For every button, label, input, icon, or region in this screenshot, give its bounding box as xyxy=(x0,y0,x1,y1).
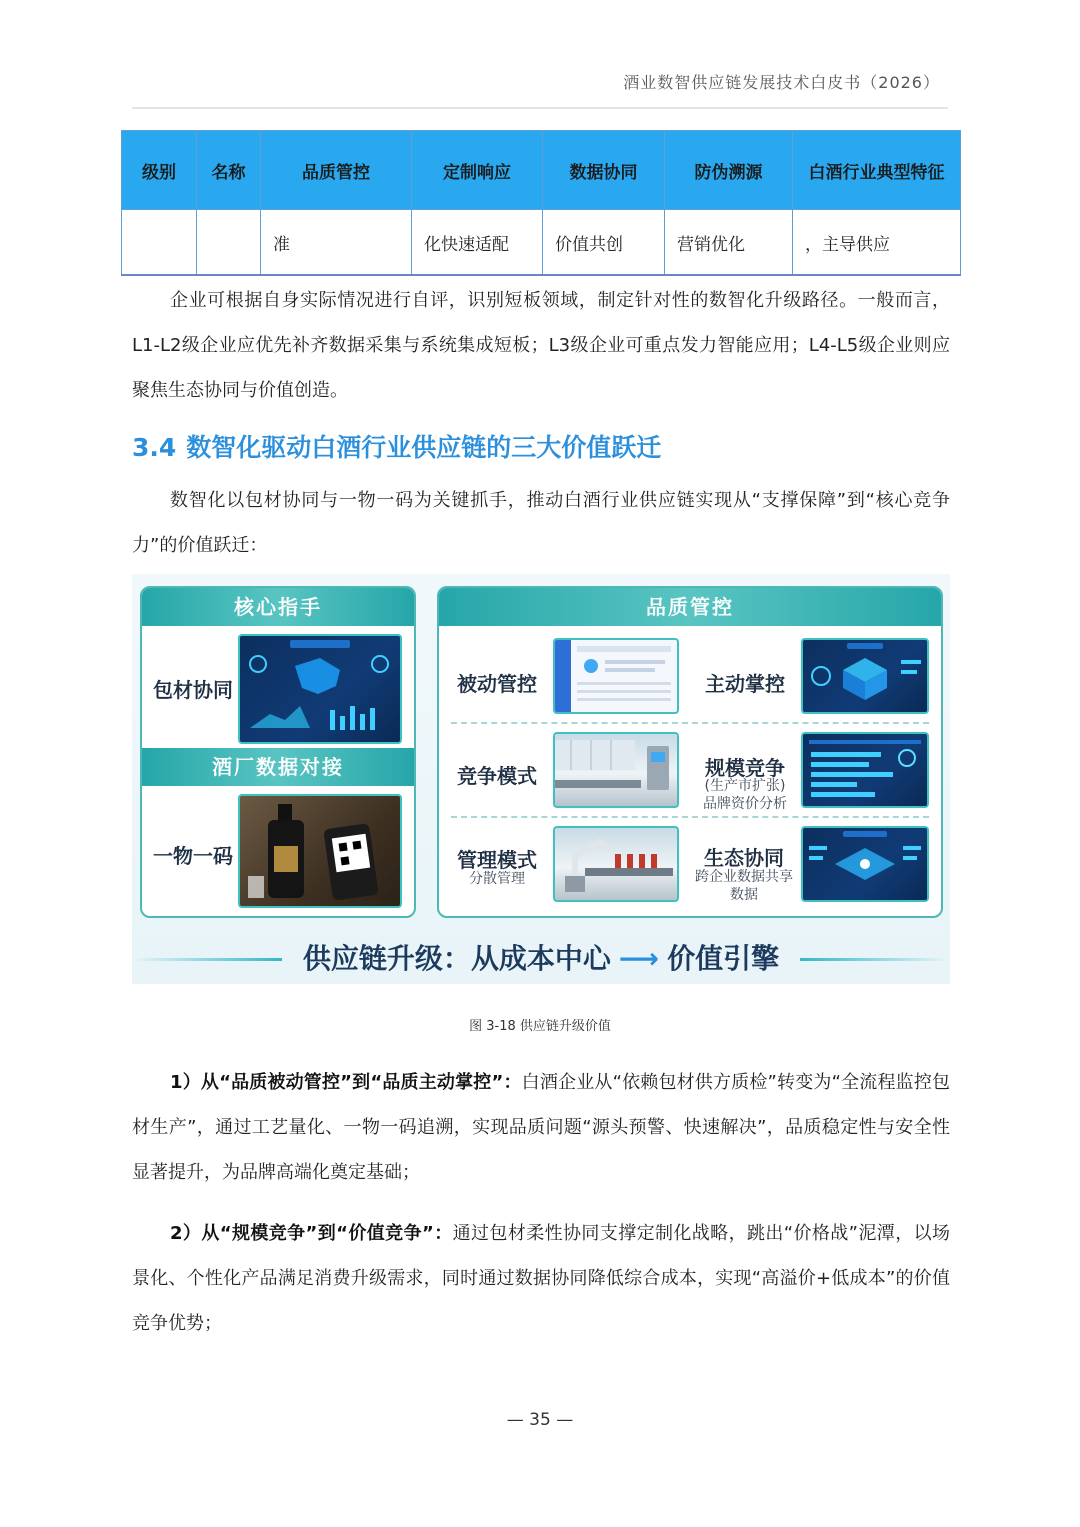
body-paragraph: 数智化以包材协同与一物一码为关键抓手，推动白酒行业供应链实现从“支撑保障”到“核心竞争力”的价值跃迁： xyxy=(132,490,950,556)
header-divider xyxy=(132,107,948,109)
banner-left-text: 供应链升级：从成本中心 xyxy=(302,942,611,975)
list-item-lead: 1）从“品质被动管控”到“品质主动掌控”： xyxy=(170,1072,522,1093)
management-mode-sub: 分散管理 xyxy=(469,871,525,887)
one-item-one-code-label: 一物一码 xyxy=(153,844,233,868)
scale-competition-label: 规模竞争 xyxy=(705,756,785,780)
section-number: 3.4 xyxy=(132,433,177,462)
row-divider xyxy=(451,816,929,818)
management-mode-label: 管理模式 xyxy=(457,848,537,872)
arrow-right-icon: ⟶ xyxy=(618,942,660,975)
banner-right-text: 价值引擎 xyxy=(667,942,780,975)
table-cell: 价值共创 xyxy=(543,210,665,276)
table-header-cell: 定制响应 xyxy=(412,131,543,210)
dashboard-map-image xyxy=(238,634,402,744)
row-divider xyxy=(451,722,929,724)
qc-software-image xyxy=(553,638,679,714)
right-panel xyxy=(437,586,943,918)
left-panel xyxy=(140,586,416,918)
figure-caption: 图 3-18 供应链升级价值 xyxy=(469,1019,611,1034)
data-sharing-image xyxy=(801,826,929,902)
upgrade-banner xyxy=(132,934,950,984)
section-title: 数智化驱动白酒行业供应链的三大价值跃迁 xyxy=(186,433,662,462)
brand-analysis-image xyxy=(801,732,929,808)
table-header-cell: 级别 xyxy=(122,131,197,210)
packaging-collab-label: 包材协同 xyxy=(153,678,233,702)
page-number: — 35 — xyxy=(506,1410,574,1430)
ecosystem-collab-sub2: 数据 xyxy=(730,887,758,903)
supply-chain-upgrade-figure xyxy=(132,574,950,984)
right-panel-title: 品质管控 xyxy=(439,588,941,626)
list-item-lead: 2）从“规模竞争”到“价值竞争”： xyxy=(170,1223,453,1244)
liquor-bottle-qr-image xyxy=(238,794,402,908)
table-header-cell: 白酒行业典型特征 xyxy=(793,131,961,210)
control-center-image xyxy=(801,638,929,714)
table-cell: 化快速适配 xyxy=(412,210,543,276)
table-header-cell: 名称 xyxy=(197,131,261,210)
list-item-text: 白酒企业从“依赖包材供方质检”转变为“全流程监控包材生产”，通过工艺量化、一物一码追溯，实现品质问题“源头预警、快速解决”，品质稳定性与安全性显著提升，为品牌高端化奠定基础； xyxy=(132,1072,951,1183)
table-row xyxy=(122,210,961,276)
competition-mode-label: 竞争模式 xyxy=(457,764,537,788)
passive-control-label: 被动管控 xyxy=(457,672,537,696)
table-cell: ，主导供应 xyxy=(793,210,961,276)
table-header-cell: 品质管控 xyxy=(261,131,412,210)
active-control-label: 主动掌控 xyxy=(705,672,785,696)
section-heading xyxy=(132,428,661,464)
list-item-text: 通过包材柔性协同支撑定制化战略，跳出“价格战”泥潭，以场景化、个性化产品满足消费升级需求，同时通过数据协同降低综合成本，实现“高溢价+低成本”的价值竞争优势； xyxy=(132,1223,950,1334)
ecosystem-collab-label: 生态协同 xyxy=(704,846,784,870)
factory-data-title: 酒厂数据对接 xyxy=(142,748,414,786)
maturity-level-table xyxy=(121,130,961,276)
robot-arm-line-image xyxy=(553,826,679,902)
list-item xyxy=(132,1211,950,1346)
table-header-cell: 防伪溯源 xyxy=(665,131,793,210)
document-header-title: 酒业数智供应链发展技术白皮书（2026） xyxy=(623,73,940,92)
production-line-image xyxy=(553,732,679,808)
list-item xyxy=(132,1060,950,1195)
table-cell xyxy=(197,210,261,276)
table-header-row xyxy=(122,131,961,210)
table-cell: 准 xyxy=(261,210,412,276)
body-paragraph: 企业可根据自身实际情况进行自评，识别短板领域，制定针对性的数智化升级路径。一般而言，L1-L2级企业应优先补齐数据采集与系统集成短板；L3级企业可重点发力智能应用；L4-L5级企业则应聚焦生态协同与价值创造。 xyxy=(132,290,950,401)
left-panel-title: 核心指手 xyxy=(142,588,414,626)
scale-competition-sub2: 品牌资价分析 xyxy=(703,796,787,812)
table-header-cell: 数据协同 xyxy=(543,131,665,210)
table-cell xyxy=(122,210,197,276)
scale-competition-sub1: (生产市扩张) xyxy=(704,778,786,794)
table-cell: 营销优化 xyxy=(665,210,793,276)
ecosystem-collab-sub1: 跨企业数据共享 xyxy=(695,869,793,885)
